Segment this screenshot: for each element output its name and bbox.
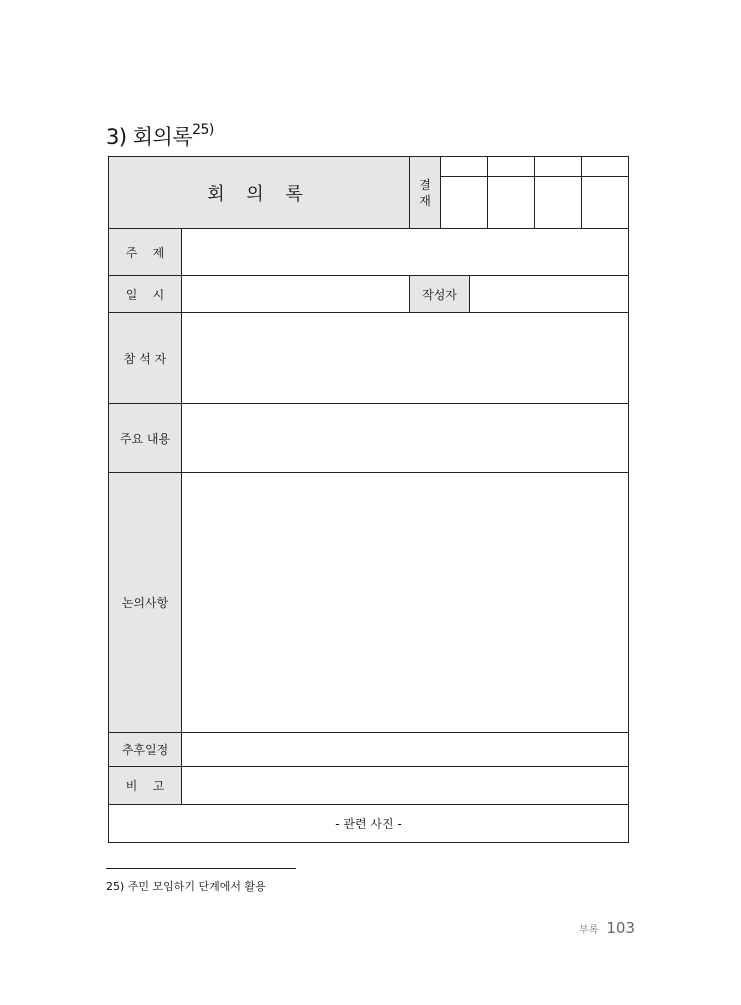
footnote: 25) 주민 모임하기 단계에서 활용 bbox=[106, 880, 266, 893]
page-number: 103 bbox=[606, 919, 635, 937]
approval-label: 결 재 bbox=[419, 177, 431, 208]
subject-label: 주 제 bbox=[125, 245, 165, 260]
main-content-label-cell bbox=[109, 404, 182, 473]
remarks-label: 비 고 bbox=[125, 779, 165, 793]
photos-section[interactable] bbox=[109, 805, 628, 842]
approval-header-2[interactable] bbox=[488, 157, 535, 177]
author-label-cell bbox=[410, 276, 470, 313]
approval-header-1[interactable] bbox=[441, 157, 488, 177]
attendees-label-cell bbox=[109, 313, 182, 404]
datetime-label: 일 시 bbox=[125, 287, 165, 302]
datetime-label-cell bbox=[109, 276, 182, 313]
footnote-reference: 25) bbox=[192, 122, 214, 138]
schedule-field[interactable] bbox=[182, 733, 628, 767]
photos-label: - 관련 사진 - bbox=[335, 817, 402, 831]
discussion-field[interactable] bbox=[182, 473, 628, 733]
approval-sign-1[interactable] bbox=[441, 177, 488, 229]
author-field[interactable] bbox=[470, 276, 628, 313]
subject-field[interactable] bbox=[182, 229, 628, 276]
schedule-label-cell bbox=[109, 733, 182, 767]
schedule-label: 추후일정 bbox=[121, 743, 169, 757]
subject-label-cell bbox=[109, 229, 182, 276]
form-title-cell bbox=[109, 157, 410, 229]
datetime-field[interactable] bbox=[182, 276, 410, 313]
approval-header-3[interactable] bbox=[535, 157, 582, 177]
approval-sign-3[interactable] bbox=[535, 177, 582, 229]
approval-label-cell bbox=[410, 157, 441, 229]
approval-sign-4[interactable] bbox=[582, 177, 628, 229]
main-content-label: 주요 내용 bbox=[119, 431, 171, 446]
page-footer bbox=[579, 919, 635, 937]
meeting-minutes-form bbox=[108, 156, 629, 843]
author-label: 작성자 bbox=[422, 287, 457, 302]
discussion-label: 논의사항 bbox=[121, 596, 169, 610]
remarks-field[interactable] bbox=[182, 767, 628, 805]
footnote-divider bbox=[106, 868, 296, 869]
discussion-label-cell bbox=[109, 473, 182, 733]
attendees-field[interactable] bbox=[182, 313, 628, 404]
section-name: 부록 bbox=[579, 925, 599, 936]
approval-header-4[interactable] bbox=[582, 157, 628, 177]
heading-title: 회의록 bbox=[132, 125, 193, 149]
section-heading bbox=[106, 121, 214, 151]
form-title: 회 의 록 bbox=[207, 183, 311, 205]
heading-number: 3) bbox=[106, 125, 127, 149]
main-content-field[interactable] bbox=[182, 404, 628, 473]
attendees-label: 참 석 자 bbox=[123, 351, 167, 366]
remarks-label-cell bbox=[109, 767, 182, 805]
approval-sign-2[interactable] bbox=[488, 177, 535, 229]
